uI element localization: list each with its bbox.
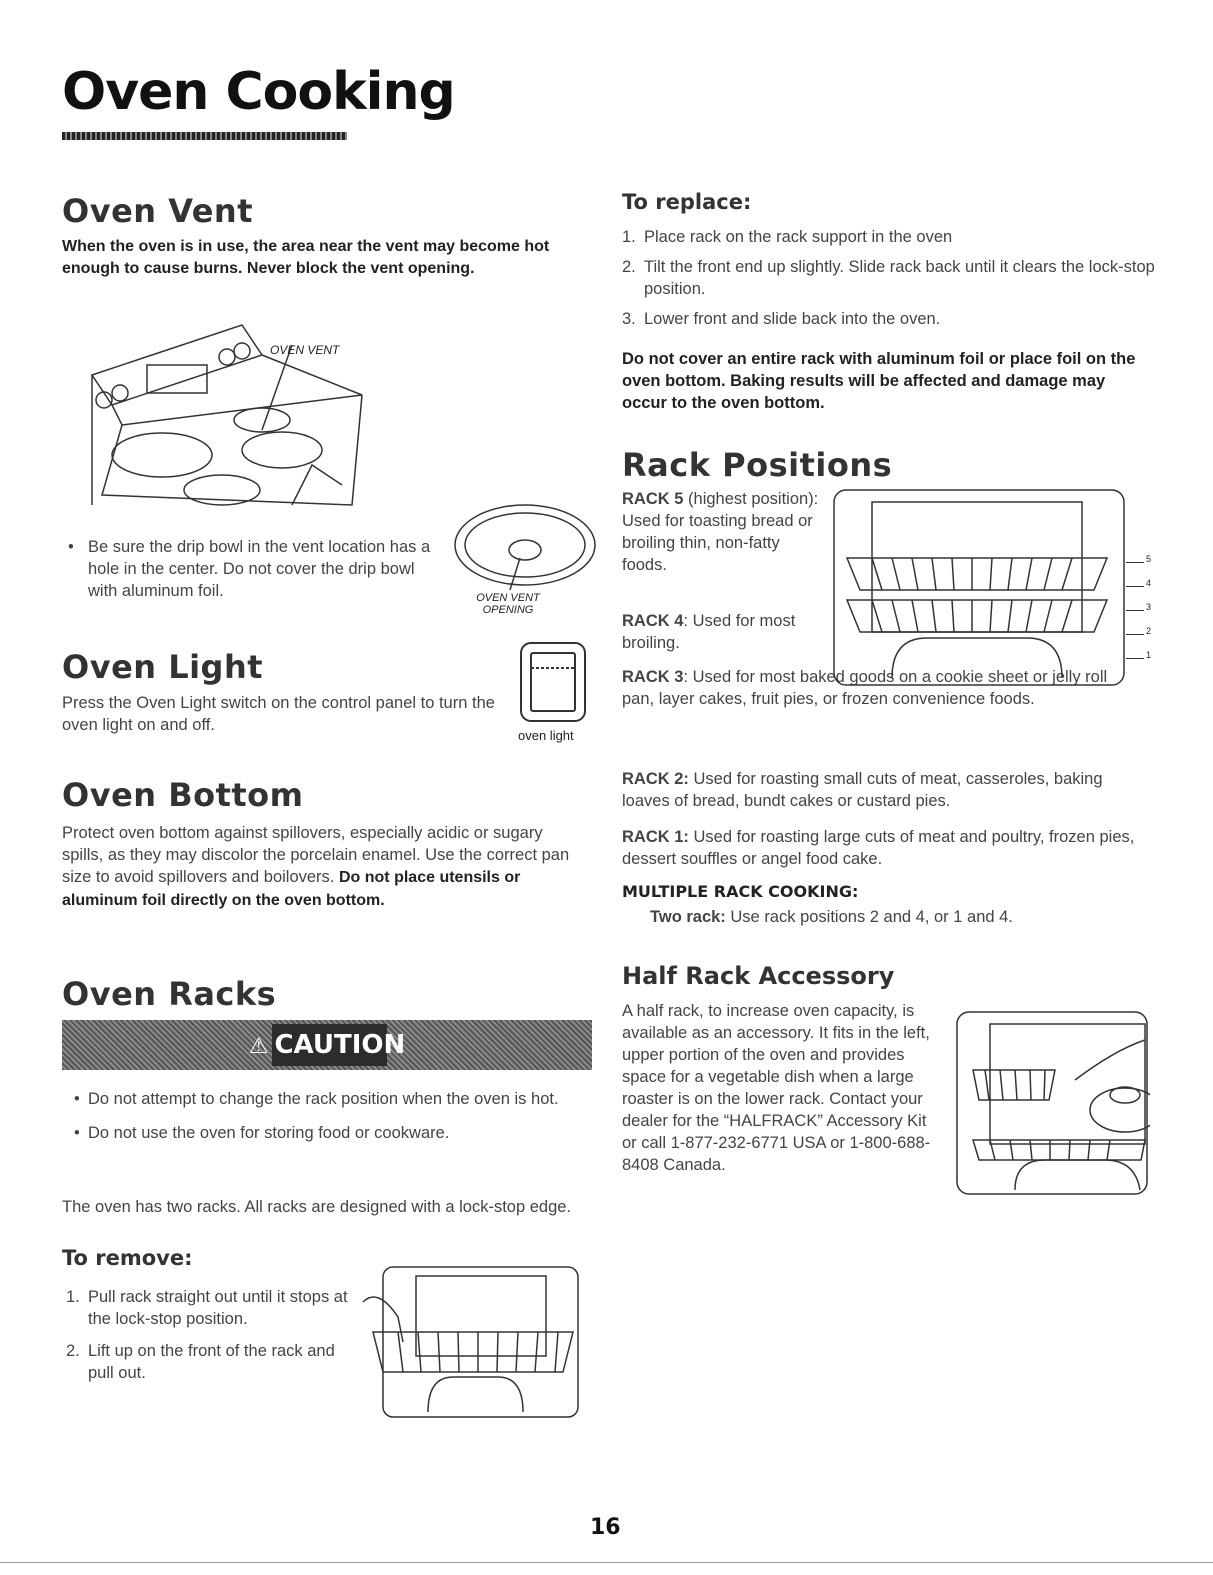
oven-vent-bullet-text: Be sure the drip bowl in the vent location has a hole in the center. Do not cover the drip bowl with aluminum foil. (88, 538, 431, 600)
step-text: Pull rack straight out until it stops at the lock-stop position. (88, 1288, 348, 1328)
two-rack-description (650, 906, 1150, 928)
rack-2-label: RACK 2: (622, 770, 689, 788)
list-item: 1. Pull rack straight out until it stops at the lock-stop position. (66, 1286, 351, 1330)
caution-item (74, 1088, 584, 1110)
oven-light-heading: Oven Light (62, 648, 264, 686)
oven-vent-warning: When the oven is in use, the area near the vent may become hot enough to cause burns. Never block the vent opening. (62, 238, 550, 277)
oven-vent-figure-label: OVEN VENT (270, 343, 340, 357)
page-number: 16 (590, 1515, 621, 1540)
two-rack-label: Two rack: (650, 908, 726, 926)
rack-position-mark (1126, 552, 1152, 564)
caution-list (74, 1088, 584, 1144)
remove-rack-illustration (358, 1262, 588, 1422)
rack-2-description (622, 768, 1137, 812)
rack-position-mark (1126, 648, 1152, 660)
oven-vent-opening-label (468, 592, 548, 616)
oven-vent-heading: Oven Vent (62, 192, 253, 230)
caution-banner (62, 1020, 592, 1070)
oven-racks-heading: Oven Racks (62, 975, 277, 1013)
bottom-rule (0, 1562, 1213, 1563)
oven-bottom-text: Protect oven bottom against spillovers, especially acidic or sugary spills, as they may discolor the porcelain enamel. Use the correct pan size to avoid spillovers and boilovers. (62, 824, 570, 886)
rack-1-text: Used for roasting large cuts of meat and poultry, frozen pies, dessert souffles or angel food cake. (622, 828, 1135, 868)
to-replace-heading: To replace: (622, 190, 752, 214)
rack-position-number: 5 (1146, 554, 1152, 564)
caution-item-text: Do not attempt to change the rack position when the oven is hot. (88, 1090, 559, 1108)
bullet-dot: • (74, 1124, 80, 1142)
rack-position-number: 1 (1146, 650, 1152, 660)
bullet-dot: • (68, 538, 74, 556)
caution-label (62, 1020, 592, 1070)
rack-2-text: Used for roasting small cuts of meat, casseroles, baking loaves of bread, bundt cakes or custard pies. (622, 770, 1103, 810)
caution-item-text: Do not use the oven for storing food or cookware. (88, 1124, 450, 1142)
bullet-dot: • (74, 1090, 80, 1108)
caution-item (74, 1122, 584, 1144)
drip-bowl-illustration (440, 500, 600, 590)
oven-bottom-warning: Do not place utensils or aluminum foil directly on the oven bottom. (62, 869, 521, 909)
oven-bottom-body (62, 822, 582, 912)
list-item: 2. Tilt the front end up slightly. Slide rack back until it clears the lock-stop position. (622, 256, 1162, 300)
oven-light-figure-label: oven light (518, 728, 574, 743)
rack-3-label: RACK 3 (622, 668, 684, 686)
rack-4-text: : Used for most broiling. (622, 612, 796, 652)
half-rack-text: A half rack, to increase oven capacity, is available as an accessory. It fits in the left, upper portion of the oven and provides space for a vegetable dish when a large roaster is on the lower rack. Contact your dealer for the “HALFRACK” Accessory Kit or call 1-877-232-6771 USA or 1-800-688-8408 Canada. (622, 1002, 931, 1174)
list-item: 1. Place rack on the rack support in the oven (622, 228, 953, 246)
rack-position-mark (1126, 600, 1152, 612)
rack-1-description (622, 826, 1137, 870)
step-text: Place rack on the rack support in the oven (644, 228, 953, 246)
to-replace-steps (622, 226, 1162, 330)
oven-light-text: Press the Oven Light switch on the control panel to turn the oven light on and off. (62, 694, 495, 734)
to-replace-warning: Do not cover an entire rack with aluminum foil or place foil on the oven bottom. Baking results will be affected and damage may occur to the oven bottom. (622, 350, 1136, 412)
title-underline (62, 132, 347, 140)
rack-5-label: RACK 5 (622, 490, 684, 508)
rack-positions-illustration (832, 488, 1132, 688)
rack-positions-heading: Rack Positions (622, 446, 893, 484)
oven-racks-text: The oven has two racks. All racks are designed with a lock-stop edge. (62, 1198, 572, 1216)
to-remove-steps (66, 1286, 351, 1384)
rack-position-number: 4 (1146, 578, 1152, 588)
oven-light-switch-icon (518, 640, 588, 725)
rack-position-markers (1126, 552, 1154, 662)
step-text: Tilt the front end up slightly. Slide rack back until it clears the lock-stop position. (644, 258, 1155, 298)
opening-label-line1: OVEN VENT (476, 592, 540, 604)
rack-position-number: 2 (1146, 626, 1152, 636)
list-item: 3. Lower front and slide back into the oven. (622, 310, 941, 328)
two-rack-text: Use rack positions 2 and 4, or 1 and 4. (730, 908, 1013, 926)
to-remove-heading: To remove: (62, 1246, 193, 1270)
page-title: Oven Cooking (62, 62, 455, 122)
rack-5-description (622, 488, 822, 576)
warning-triangle-icon: ⚠ (248, 1034, 269, 1059)
rack-position-number: 3 (1146, 602, 1152, 612)
rack-3-text: : Used for most baked goods on a cookie sheet or jelly roll pan, layer cakes, fruit pies, or frozen convenience foods. (622, 668, 1108, 708)
opening-label-line2: OPENING (482, 604, 534, 616)
step-text: Lift up on the front of the rack and pull out. (88, 1342, 335, 1382)
half-rack-heading: Half Rack Accessory (622, 962, 895, 990)
half-rack-illustration (955, 1010, 1150, 1198)
caution-label-text: CAUTION (274, 1030, 406, 1060)
rack-4-description (622, 610, 822, 654)
rack-1-label: RACK 1: (622, 828, 689, 846)
list-item: 2. Lift up on the front of the rack and pull out. (66, 1340, 351, 1384)
oven-vent-bullet (68, 536, 438, 602)
rack-4-label: RACK 4 (622, 612, 684, 630)
step-text: Lower front and slide back into the oven. (644, 310, 941, 328)
rack-position-mark (1126, 624, 1152, 636)
oven-bottom-heading: Oven Bottom (62, 776, 304, 814)
rack-5-text: (highest position): Used for toasting bread or broiling thin, non-fatty foods. (622, 490, 819, 574)
multiple-rack-heading: MULTIPLE RACK COOKING: (622, 882, 859, 901)
rack-position-mark (1126, 576, 1152, 588)
